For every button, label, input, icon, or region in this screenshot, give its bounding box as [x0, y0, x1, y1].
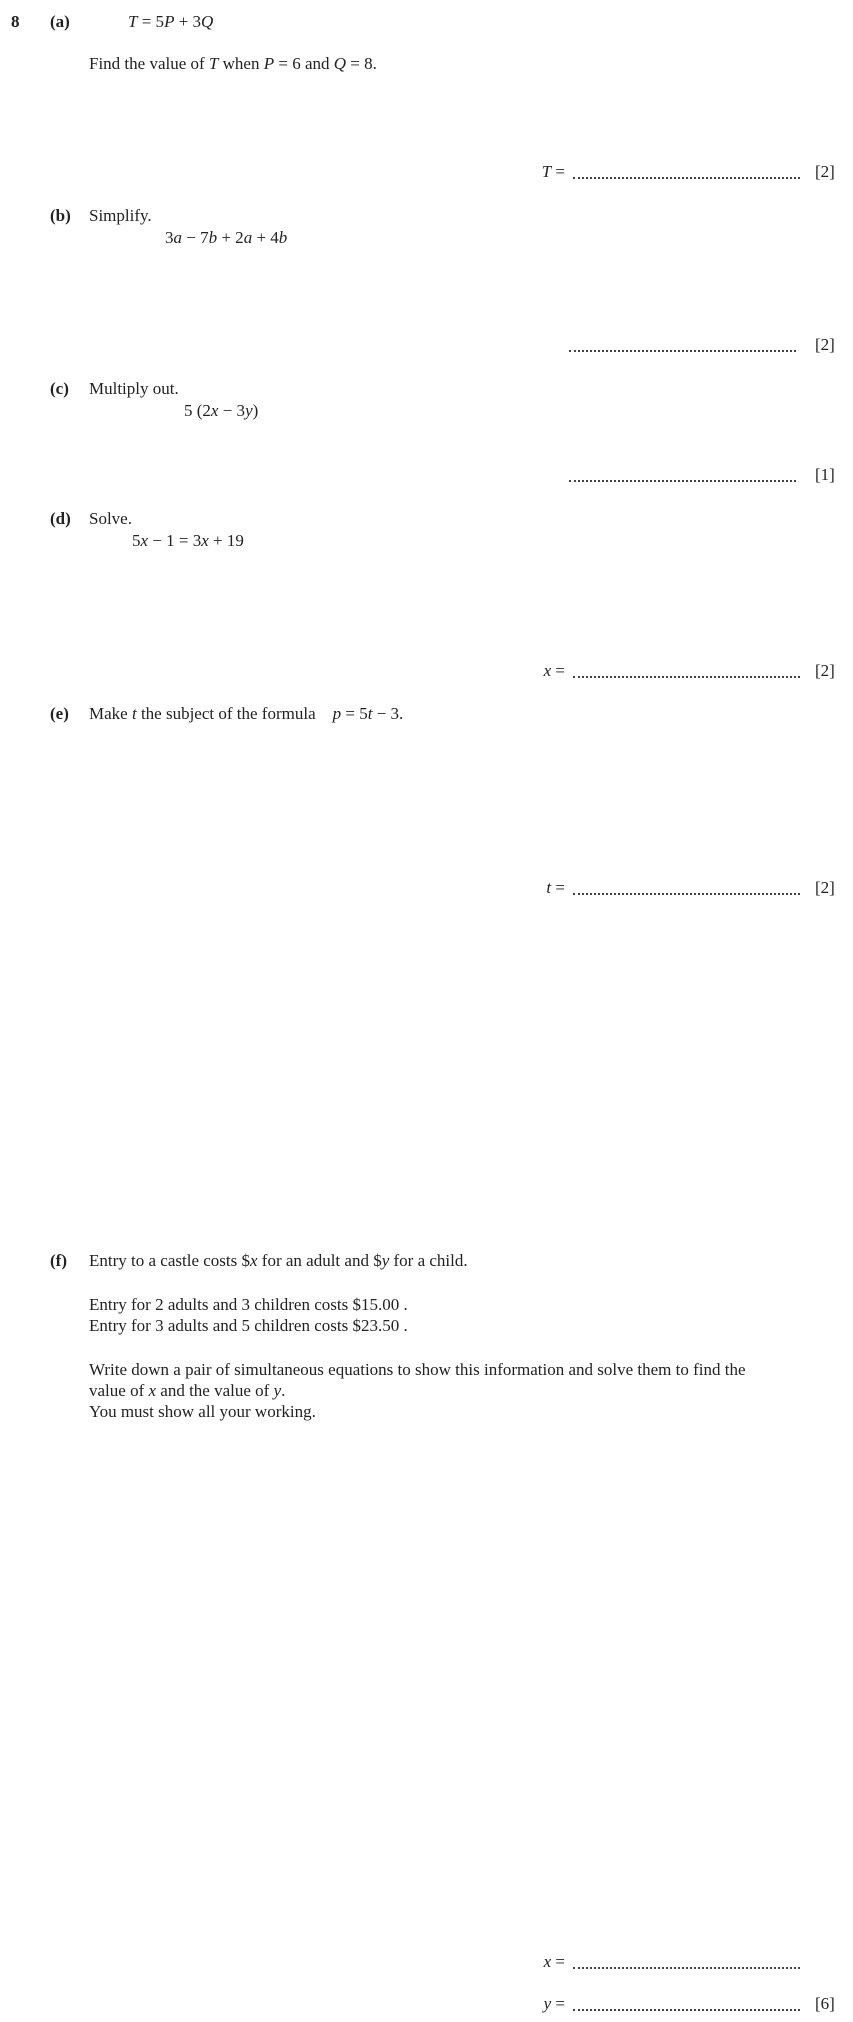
- part-c-expression: [184, 400, 258, 421]
- formula-eq: = 5: [137, 12, 165, 31]
- formula-plus: + 3: [174, 12, 202, 31]
- answer-eq: =: [555, 661, 565, 680]
- part-b-instruction: Simplify.: [89, 206, 152, 225]
- var-y: y: [245, 401, 253, 420]
- var-t: T: [208, 54, 219, 73]
- var-p: P: [263, 54, 275, 73]
- var-x: x: [210, 401, 219, 420]
- answer-var: T: [541, 162, 552, 181]
- text-span: 3: [165, 228, 174, 247]
- text-span: − 1 = 3: [148, 531, 202, 550]
- part-f-line4: Write down a pair of simultaneous equations to show this information and solve them to find the: [89, 1360, 746, 1379]
- part-f-answer-x-label: [505, 1951, 565, 1972]
- text-span: + 2: [217, 228, 244, 247]
- part-b-marks: [2]: [815, 335, 835, 354]
- answer-eq: =: [555, 878, 565, 897]
- answer-var: x: [543, 661, 552, 680]
- text-span: 5 (2: [184, 401, 211, 420]
- text-span: + 19: [208, 531, 244, 550]
- text-span: when: [218, 54, 264, 73]
- text-span: ): [252, 401, 259, 420]
- text-span: .: [281, 1381, 286, 1400]
- text-span: = 6 and: [274, 54, 334, 73]
- var-x: x: [250, 1251, 258, 1270]
- part-d-answer-line[interactable]: [573, 676, 800, 678]
- part-c-answer-line[interactable]: [569, 480, 796, 482]
- part-f-marks: [6]: [815, 1994, 835, 2013]
- part-a-answer-line[interactable]: [573, 177, 800, 179]
- part-c-marks: [1]: [815, 465, 835, 484]
- text-span: + 4: [252, 228, 279, 247]
- part-f-answer-y-line[interactable]: [573, 2009, 800, 2011]
- var-a: a: [243, 228, 253, 247]
- text-span: Find the value of: [89, 54, 209, 73]
- var-a: a: [173, 228, 182, 247]
- text-span: for an adult and $: [257, 1251, 382, 1270]
- part-d-answer-label: [505, 660, 565, 681]
- text-span: value of: [89, 1381, 149, 1400]
- part-a-formula: [128, 11, 213, 32]
- var-x: x: [140, 531, 149, 550]
- text-span: Make: [89, 704, 132, 723]
- part-b-answer-line[interactable]: [569, 350, 796, 352]
- part-c-label: (c): [50, 379, 69, 398]
- part-f-answer-x-line[interactable]: [573, 1967, 800, 1969]
- text-span: = 5: [341, 704, 368, 723]
- part-e-answer-line[interactable]: [573, 893, 800, 895]
- formula-var-p: P: [164, 12, 175, 31]
- part-f-label: (f): [50, 1251, 67, 1270]
- formula-var-q: Q: [201, 12, 214, 31]
- text-span: − 3.: [372, 704, 404, 723]
- var-x: x: [201, 531, 209, 550]
- var-t: t: [367, 704, 373, 723]
- text-span: the subject of the formula: [136, 704, 333, 723]
- var-t: t: [131, 704, 137, 723]
- question-number: 8: [11, 12, 20, 31]
- part-a-marks: [2]: [815, 162, 835, 181]
- part-e-instruction: [89, 703, 403, 724]
- var-y: y: [273, 1381, 282, 1400]
- var-q: Q: [333, 54, 347, 73]
- part-f-line1: [89, 1250, 468, 1271]
- part-d-instruction: Solve.: [89, 509, 132, 528]
- part-f-line5: [89, 1380, 285, 1401]
- text-span: and the value of: [156, 1381, 274, 1400]
- part-f-line6: You must show all your working.: [89, 1402, 316, 1421]
- var-x: x: [148, 1381, 157, 1400]
- part-d-equation: [132, 530, 244, 551]
- part-e-marks: [2]: [815, 878, 835, 897]
- part-f-line3: Entry for 3 adults and 5 children costs $23.50 .: [89, 1316, 408, 1335]
- var-p: p: [332, 704, 342, 723]
- answer-var: x: [543, 1952, 552, 1971]
- part-e-label: (e): [50, 704, 69, 723]
- part-e-answer-label: [505, 877, 565, 898]
- answer-eq: =: [555, 1952, 565, 1971]
- part-d-marks: [2]: [815, 661, 835, 680]
- answer-var: t: [546, 878, 552, 897]
- part-a-answer-label: [505, 161, 565, 182]
- part-b-expression: [165, 227, 287, 248]
- answer-var: y: [543, 1994, 552, 2013]
- answer-eq: =: [555, 1994, 565, 2013]
- part-a-label: (a): [50, 12, 70, 31]
- part-d-label: (d): [50, 509, 71, 528]
- text-span: = 8.: [346, 54, 377, 73]
- text-span: 5: [132, 531, 141, 550]
- text-span: for a child.: [389, 1251, 468, 1270]
- text-span: − 7: [182, 228, 209, 247]
- text-span: Entry to a castle costs $: [89, 1251, 250, 1270]
- formula-var-t: T: [128, 12, 138, 31]
- part-a-instruction: [89, 53, 377, 74]
- var-y: y: [381, 1251, 390, 1270]
- answer-eq: =: [555, 162, 565, 181]
- var-b: b: [208, 228, 218, 247]
- part-f-line2: Entry for 2 adults and 3 children costs $15.00 .: [89, 1295, 408, 1314]
- part-f-answer-y-label: [505, 1993, 565, 2014]
- part-b-label: (b): [50, 206, 71, 225]
- text-span: − 3: [218, 401, 246, 420]
- part-c-instruction: Multiply out.: [89, 379, 179, 398]
- var-b: b: [278, 228, 288, 247]
